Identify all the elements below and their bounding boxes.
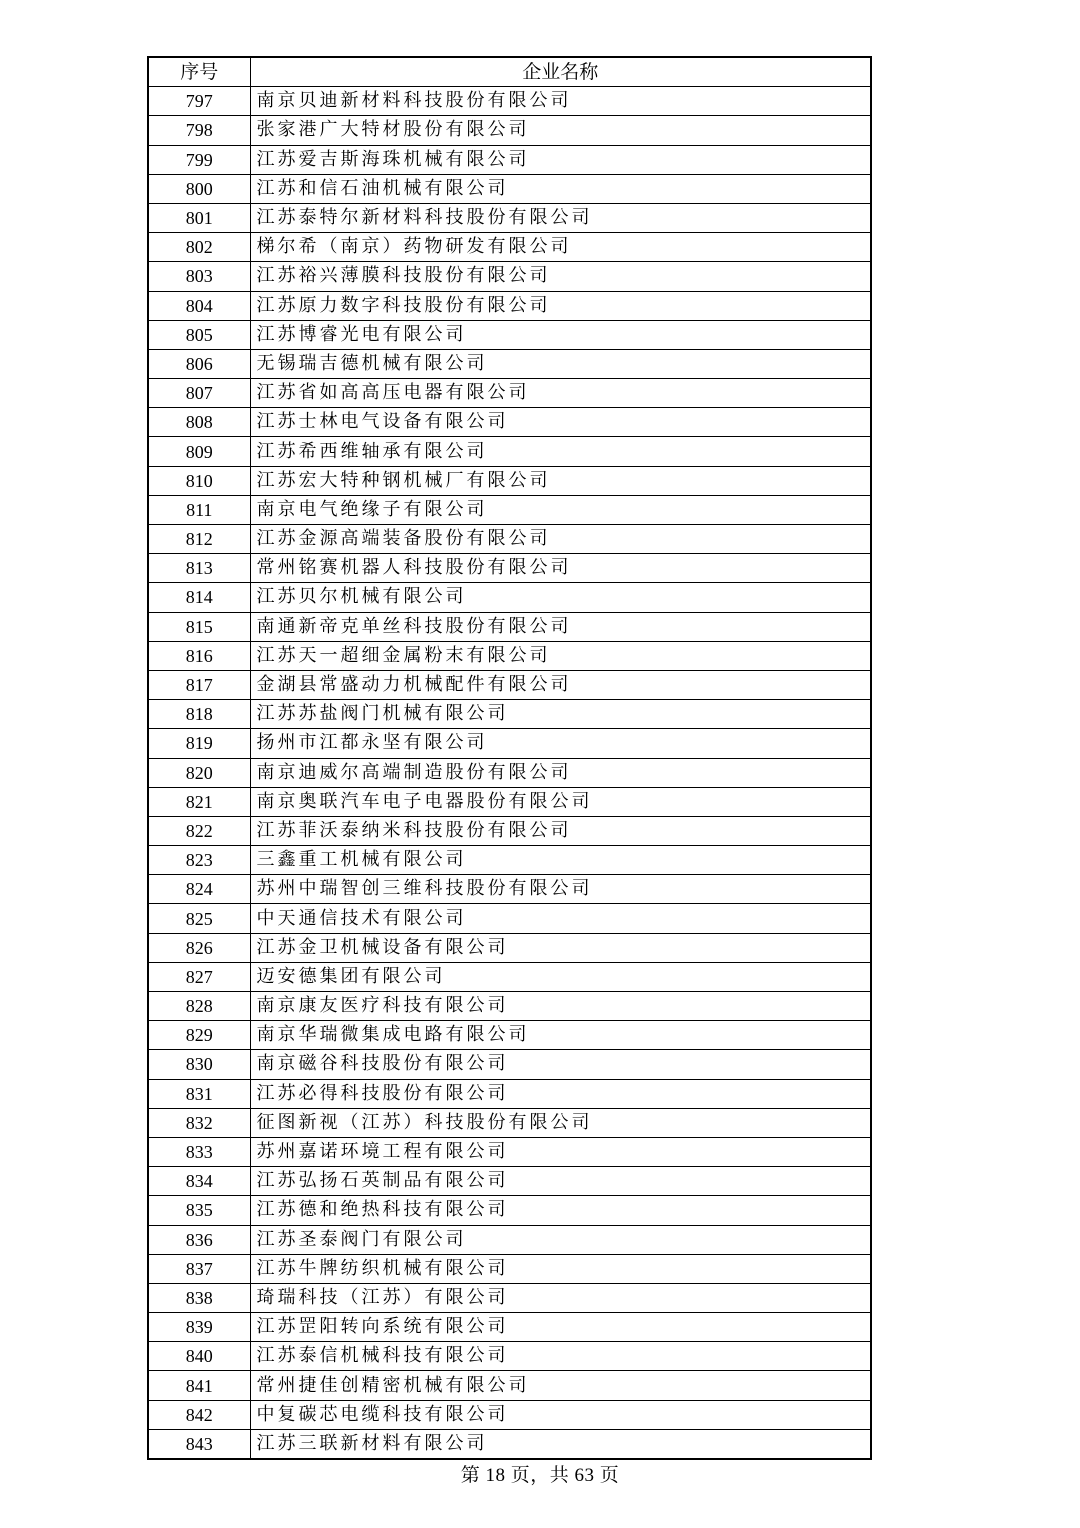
row-number: 838 <box>148 1283 250 1312</box>
document-sheet <box>147 56 870 1460</box>
row-number: 819 <box>148 729 250 758</box>
enterprise-name: 江苏苏盐阀门机械有限公司 <box>250 700 871 729</box>
enterprise-name: 张家港广大特材股份有限公司 <box>250 116 871 145</box>
enterprise-name: 南京华瑞微集成电路有限公司 <box>250 1021 871 1050</box>
table-row <box>148 1137 871 1166</box>
enterprise-name: 三鑫重工机械有限公司 <box>250 846 871 875</box>
row-number: 816 <box>148 641 250 670</box>
table-row <box>148 525 871 554</box>
enterprise-name: 江苏牛牌纺织机械有限公司 <box>250 1254 871 1283</box>
row-number: 800 <box>148 174 250 203</box>
row-number: 829 <box>148 1021 250 1050</box>
enterprise-name: 江苏原力数字科技股份有限公司 <box>250 291 871 320</box>
table-row <box>148 379 871 408</box>
row-number: 809 <box>148 437 250 466</box>
table-row <box>148 1342 871 1371</box>
row-number: 828 <box>148 992 250 1021</box>
enterprise-name: 中天通信技术有限公司 <box>250 904 871 933</box>
enterprise-name: 江苏金源高端装备股份有限公司 <box>250 525 871 554</box>
enterprise-name: 迈安德集团有限公司 <box>250 962 871 991</box>
enterprise-name: 江苏贝尔机械有限公司 <box>250 583 871 612</box>
enterprise-name: 江苏德和绝热科技有限公司 <box>250 1196 871 1225</box>
enterprise-name: 南京贝迪新材料科技股份有限公司 <box>250 87 871 116</box>
table-row <box>148 933 871 962</box>
table-row <box>148 641 871 670</box>
table-row <box>148 875 871 904</box>
enterprise-name: 江苏菲沃泰纳米科技股份有限公司 <box>250 816 871 845</box>
table-row <box>148 233 871 262</box>
row-number: 806 <box>148 349 250 378</box>
enterprise-name: 江苏三联新材料有限公司 <box>250 1429 871 1459</box>
row-number: 817 <box>148 670 250 699</box>
table-row <box>148 700 871 729</box>
enterprise-name: 南京奥联汽车电子电器股份有限公司 <box>250 787 871 816</box>
row-number: 814 <box>148 583 250 612</box>
enterprise-name: 苏州嘉诺环境工程有限公司 <box>250 1137 871 1166</box>
row-number: 823 <box>148 846 250 875</box>
row-number: 818 <box>148 700 250 729</box>
enterprise-name: 南京磁谷科技股份有限公司 <box>250 1050 871 1079</box>
enterprise-name: 江苏裕兴薄膜科技股份有限公司 <box>250 262 871 291</box>
enterprise-name: 梯尔希（南京）药物研发有限公司 <box>250 233 871 262</box>
row-number: 803 <box>148 262 250 291</box>
row-number: 808 <box>148 408 250 437</box>
row-number: 840 <box>148 1342 250 1371</box>
table-row <box>148 1254 871 1283</box>
row-number: 827 <box>148 962 250 991</box>
table-row <box>148 583 871 612</box>
enterprise-name: 江苏弘扬石英制品有限公司 <box>250 1167 871 1196</box>
table-body <box>148 87 871 1459</box>
row-number: 830 <box>148 1050 250 1079</box>
enterprise-name: 南京康友医疗科技有限公司 <box>250 992 871 1021</box>
enterprise-name: 苏州中瑞智创三维科技股份有限公司 <box>250 875 871 904</box>
enterprise-name: 南京迪威尔高端制造股份有限公司 <box>250 758 871 787</box>
table-row <box>148 116 871 145</box>
table-row <box>148 1079 871 1108</box>
row-number: 842 <box>148 1400 250 1429</box>
enterprise-name: 江苏圣泰阀门有限公司 <box>250 1225 871 1254</box>
row-number: 836 <box>148 1225 250 1254</box>
table-row <box>148 145 871 174</box>
row-number: 820 <box>148 758 250 787</box>
table-row <box>148 1167 871 1196</box>
row-number: 798 <box>148 116 250 145</box>
enterprise-name: 江苏希西维轴承有限公司 <box>250 437 871 466</box>
enterprise-name: 南京电气绝缘子有限公司 <box>250 495 871 524</box>
table-row <box>148 320 871 349</box>
row-number: 812 <box>148 525 250 554</box>
table-row <box>148 466 871 495</box>
table-row <box>148 758 871 787</box>
table-row <box>148 554 871 583</box>
row-number: 833 <box>148 1137 250 1166</box>
table-row <box>148 962 871 991</box>
enterprise-name: 江苏罡阳转向系统有限公司 <box>250 1313 871 1342</box>
row-number: 807 <box>148 379 250 408</box>
row-number: 805 <box>148 320 250 349</box>
table-header <box>148 57 871 87</box>
row-number: 804 <box>148 291 250 320</box>
row-number: 821 <box>148 787 250 816</box>
table-row <box>148 612 871 641</box>
table-row <box>148 1371 871 1400</box>
enterprise-name: 江苏宏大特种钢机械厂有限公司 <box>250 466 871 495</box>
enterprise-name: 江苏博睿光电有限公司 <box>250 320 871 349</box>
table-row <box>148 437 871 466</box>
table-row <box>148 1283 871 1312</box>
page-footer: 第 18 页，共 63 页 <box>460 1465 620 1486</box>
row-number: 841 <box>148 1371 250 1400</box>
table-row <box>148 203 871 232</box>
enterprise-name: 江苏爱吉斯海珠机械有限公司 <box>250 145 871 174</box>
table-row <box>148 1050 871 1079</box>
table-row <box>148 1225 871 1254</box>
row-number: 843 <box>148 1429 250 1459</box>
row-number: 837 <box>148 1254 250 1283</box>
row-number: 797 <box>148 87 250 116</box>
table-row <box>148 408 871 437</box>
row-number: 825 <box>148 904 250 933</box>
table-row <box>148 1313 871 1342</box>
table-row <box>148 1196 871 1225</box>
row-number: 824 <box>148 875 250 904</box>
row-number: 815 <box>148 612 250 641</box>
enterprise-name: 中复碳芯电缆科技有限公司 <box>250 1400 871 1429</box>
table-row <box>148 349 871 378</box>
enterprise-name: 江苏士林电气设备有限公司 <box>250 408 871 437</box>
table-row <box>148 495 871 524</box>
table-row <box>148 174 871 203</box>
header-enterprise-name: 企业名称 <box>250 57 871 87</box>
enterprise-name: 江苏泰特尔新材料科技股份有限公司 <box>250 203 871 232</box>
table-row <box>148 87 871 116</box>
enterprise-name: 江苏金卫机械设备有限公司 <box>250 933 871 962</box>
table-row <box>148 1108 871 1137</box>
row-number: 799 <box>148 145 250 174</box>
enterprise-name: 无锡瑞吉德机械有限公司 <box>250 349 871 378</box>
enterprise-name: 常州铭赛机器人科技股份有限公司 <box>250 554 871 583</box>
table-row <box>148 729 871 758</box>
enterprise-name: 南通新帝克单丝科技股份有限公司 <box>250 612 871 641</box>
row-number: 834 <box>148 1167 250 1196</box>
row-number: 813 <box>148 554 250 583</box>
enterprise-name: 琦瑞科技（江苏）有限公司 <box>250 1283 871 1312</box>
enterprise-name: 江苏必得科技股份有限公司 <box>250 1079 871 1108</box>
enterprise-name: 江苏泰信机械科技有限公司 <box>250 1342 871 1371</box>
table-row <box>148 816 871 845</box>
row-number: 826 <box>148 933 250 962</box>
table-row <box>148 904 871 933</box>
row-number: 810 <box>148 466 250 495</box>
enterprise-name: 江苏省如高高压电器有限公司 <box>250 379 871 408</box>
header-number: 序号 <box>148 57 250 87</box>
row-number: 831 <box>148 1079 250 1108</box>
row-number: 801 <box>148 203 250 232</box>
row-number: 835 <box>148 1196 250 1225</box>
header-row <box>148 57 871 87</box>
table-row <box>148 992 871 1021</box>
row-number: 811 <box>148 495 250 524</box>
table-row <box>148 1400 871 1429</box>
table-row <box>148 262 871 291</box>
enterprise-table <box>147 56 872 1460</box>
enterprise-name: 金湖县常盛动力机械配件有限公司 <box>250 670 871 699</box>
enterprise-name: 扬州市江都永坚有限公司 <box>250 729 871 758</box>
table-row <box>148 670 871 699</box>
row-number: 822 <box>148 816 250 845</box>
row-number: 839 <box>148 1313 250 1342</box>
enterprise-name: 江苏和信石油机械有限公司 <box>250 174 871 203</box>
row-number: 802 <box>148 233 250 262</box>
table-row <box>148 1429 871 1459</box>
enterprise-name: 常州捷佳创精密机械有限公司 <box>250 1371 871 1400</box>
row-number: 832 <box>148 1108 250 1137</box>
enterprise-name: 征图新视（江苏）科技股份有限公司 <box>250 1108 871 1137</box>
enterprise-name: 江苏天一超细金属粉末有限公司 <box>250 641 871 670</box>
table-row <box>148 846 871 875</box>
table-row <box>148 291 871 320</box>
table-row <box>148 787 871 816</box>
table-row <box>148 1021 871 1050</box>
